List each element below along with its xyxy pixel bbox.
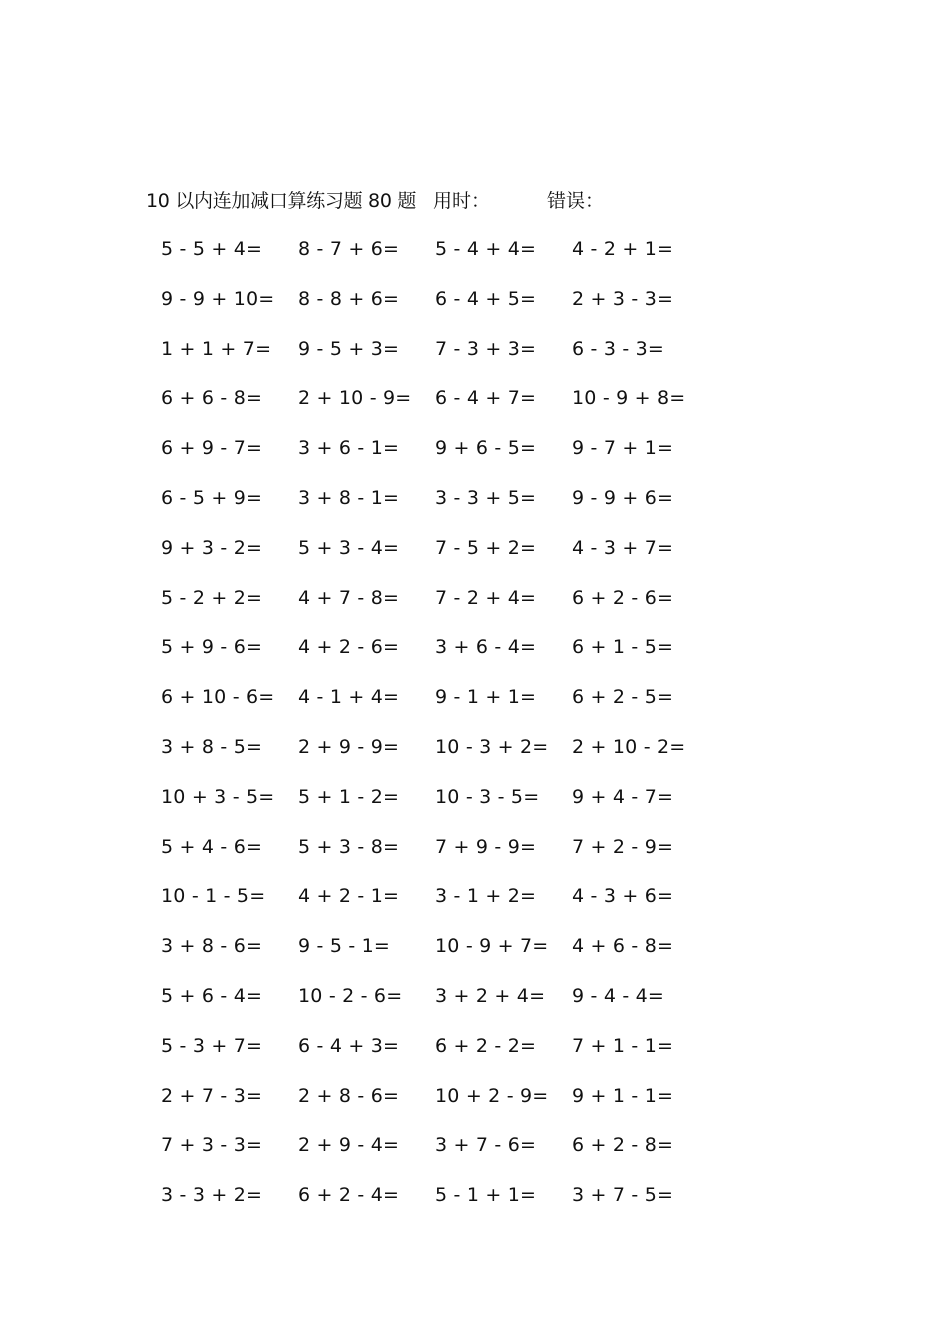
math-problem: 3 + 7 - 6= bbox=[435, 1134, 537, 1157]
math-problem: 4 + 6 - 8= bbox=[572, 935, 674, 958]
math-problem: 9 - 1 + 1= bbox=[435, 686, 537, 709]
math-problem: 9 - 4 - 4= bbox=[572, 984, 665, 1007]
math-problem: 10 - 2 - 6= bbox=[298, 984, 403, 1007]
math-problem: 10 - 9 + 7= bbox=[435, 935, 549, 958]
math-problem: 5 - 2 + 2= bbox=[161, 586, 263, 609]
math-problem: 3 - 3 + 5= bbox=[435, 486, 537, 509]
math-problem: 3 + 7 - 5= bbox=[572, 1184, 674, 1207]
worksheet-title: 10 以内连加减口算练习题 80 题 bbox=[146, 190, 417, 212]
math-problem: 2 + 3 - 3= bbox=[572, 287, 674, 310]
problem-row bbox=[0, 433, 950, 483]
math-problem: 9 - 5 + 3= bbox=[298, 337, 400, 360]
math-problem: 2 + 7 - 3= bbox=[161, 1084, 263, 1107]
problem-row bbox=[0, 583, 950, 633]
math-problem: 5 + 6 - 4= bbox=[161, 984, 263, 1007]
problem-row bbox=[0, 782, 950, 832]
math-problem: 10 - 9 + 8= bbox=[572, 387, 686, 410]
problem-row bbox=[0, 682, 950, 732]
math-problem: 2 + 10 - 2= bbox=[572, 735, 686, 758]
math-problem: 3 + 8 - 1= bbox=[298, 486, 400, 509]
problem-row bbox=[0, 981, 950, 1031]
math-problem: 6 + 1 - 5= bbox=[572, 636, 674, 659]
math-problem: 2 + 9 - 9= bbox=[298, 735, 400, 758]
math-problem: 7 - 3 + 3= bbox=[435, 337, 537, 360]
math-problem: 7 - 5 + 2= bbox=[435, 536, 537, 559]
math-problem: 3 - 1 + 2= bbox=[435, 885, 537, 908]
math-problem: 4 - 2 + 1= bbox=[572, 238, 674, 260]
math-problem: 6 + 2 - 2= bbox=[435, 1034, 537, 1057]
math-problem: 10 - 3 - 5= bbox=[435, 785, 540, 808]
worksheet-header bbox=[146, 186, 666, 216]
math-problem: 5 - 5 + 4= bbox=[161, 238, 263, 260]
problem-row bbox=[0, 533, 950, 583]
math-problem: 5 - 3 + 7= bbox=[161, 1034, 263, 1057]
math-problem: 9 + 1 - 1= bbox=[572, 1084, 674, 1107]
math-problem: 6 + 2 - 4= bbox=[298, 1184, 400, 1207]
math-problem: 5 - 4 + 4= bbox=[435, 238, 537, 260]
math-problem: 3 + 8 - 5= bbox=[161, 735, 263, 758]
problem-row bbox=[0, 632, 950, 682]
math-problem: 7 - 2 + 4= bbox=[435, 586, 537, 609]
math-problem: 7 + 9 - 9= bbox=[435, 835, 537, 858]
problem-row bbox=[0, 732, 950, 782]
math-problem: 6 + 2 - 8= bbox=[572, 1134, 674, 1157]
math-problem: 7 + 3 - 3= bbox=[161, 1134, 263, 1157]
math-problem: 3 + 6 - 4= bbox=[435, 636, 537, 659]
math-problem: 9 - 7 + 1= bbox=[572, 437, 674, 460]
math-problem: 6 + 2 - 6= bbox=[572, 586, 674, 609]
math-problem: 6 - 5 + 9= bbox=[161, 486, 263, 509]
math-problem: 3 + 2 + 4= bbox=[435, 984, 546, 1007]
math-problem: 4 - 3 + 7= bbox=[572, 536, 674, 559]
math-problem: 6 + 6 - 8= bbox=[161, 387, 263, 410]
math-problem: 9 - 5 - 1= bbox=[298, 935, 391, 958]
math-problem: 10 - 1 - 5= bbox=[161, 885, 266, 908]
math-problem: 9 + 3 - 2= bbox=[161, 536, 263, 559]
math-problem: 9 + 4 - 7= bbox=[572, 785, 674, 808]
math-problem: 2 + 9 - 4= bbox=[298, 1134, 400, 1157]
problem-row bbox=[0, 483, 950, 533]
math-problem: 5 + 9 - 6= bbox=[161, 636, 263, 659]
errors-label: 错误： bbox=[547, 190, 605, 212]
math-problem: 4 + 7 - 8= bbox=[298, 586, 400, 609]
math-problem: 6 - 3 - 3= bbox=[572, 337, 665, 360]
math-problem: 10 - 3 + 2= bbox=[435, 735, 549, 758]
math-problem: 5 + 3 - 4= bbox=[298, 536, 400, 559]
problem-row bbox=[0, 931, 950, 981]
math-problem: 10 + 3 - 5= bbox=[161, 785, 275, 808]
problem-row bbox=[0, 234, 950, 284]
math-problem: 9 - 9 + 10= bbox=[161, 287, 275, 310]
math-problem: 8 - 7 + 6= bbox=[298, 238, 400, 260]
problem-row bbox=[0, 334, 950, 384]
math-problem: 4 - 3 + 6= bbox=[572, 885, 674, 908]
math-problem: 5 + 1 - 2= bbox=[298, 785, 400, 808]
math-problem: 10 + 2 - 9= bbox=[435, 1084, 549, 1107]
math-problem: 6 - 4 + 5= bbox=[435, 287, 537, 310]
problem-row bbox=[0, 881, 950, 931]
problem-grid bbox=[0, 234, 950, 1230]
math-problem: 6 - 4 + 3= bbox=[298, 1034, 400, 1057]
math-problem: 3 + 6 - 1= bbox=[298, 437, 400, 460]
math-problem: 6 - 4 + 7= bbox=[435, 387, 537, 410]
problem-row bbox=[0, 1031, 950, 1081]
math-problem: 7 + 2 - 9= bbox=[572, 835, 674, 858]
math-problem: 6 + 10 - 6= bbox=[161, 686, 275, 709]
math-problem: 7 + 1 - 1= bbox=[572, 1034, 674, 1057]
math-problem: 5 + 3 - 8= bbox=[298, 835, 400, 858]
math-problem: 9 - 9 + 6= bbox=[572, 486, 674, 509]
math-problem: 5 + 4 - 6= bbox=[161, 835, 263, 858]
math-problem: 2 + 8 - 6= bbox=[298, 1084, 400, 1107]
time-used-label: 用时： bbox=[433, 190, 491, 212]
problem-row bbox=[0, 284, 950, 334]
problem-row bbox=[0, 1130, 950, 1180]
math-problem: 6 + 2 - 5= bbox=[572, 686, 674, 709]
math-problem: 4 - 1 + 4= bbox=[298, 686, 400, 709]
problem-row bbox=[0, 832, 950, 882]
problem-row bbox=[0, 1180, 950, 1230]
math-problem: 2 + 10 - 9= bbox=[298, 387, 412, 410]
problem-row bbox=[0, 383, 950, 433]
math-problem: 3 + 8 - 6= bbox=[161, 935, 263, 958]
problem-row bbox=[0, 1081, 950, 1131]
math-problem: 4 + 2 - 6= bbox=[298, 636, 400, 659]
math-problem: 6 + 9 - 7= bbox=[161, 437, 263, 460]
math-problem: 9 + 6 - 5= bbox=[435, 437, 537, 460]
math-problem: 5 - 1 + 1= bbox=[435, 1184, 537, 1207]
math-problem: 3 - 3 + 2= bbox=[161, 1184, 263, 1207]
math-problem: 8 - 8 + 6= bbox=[298, 287, 400, 310]
math-problem: 4 + 2 - 1= bbox=[298, 885, 400, 908]
math-problem: 1 + 1 + 7= bbox=[161, 337, 272, 360]
